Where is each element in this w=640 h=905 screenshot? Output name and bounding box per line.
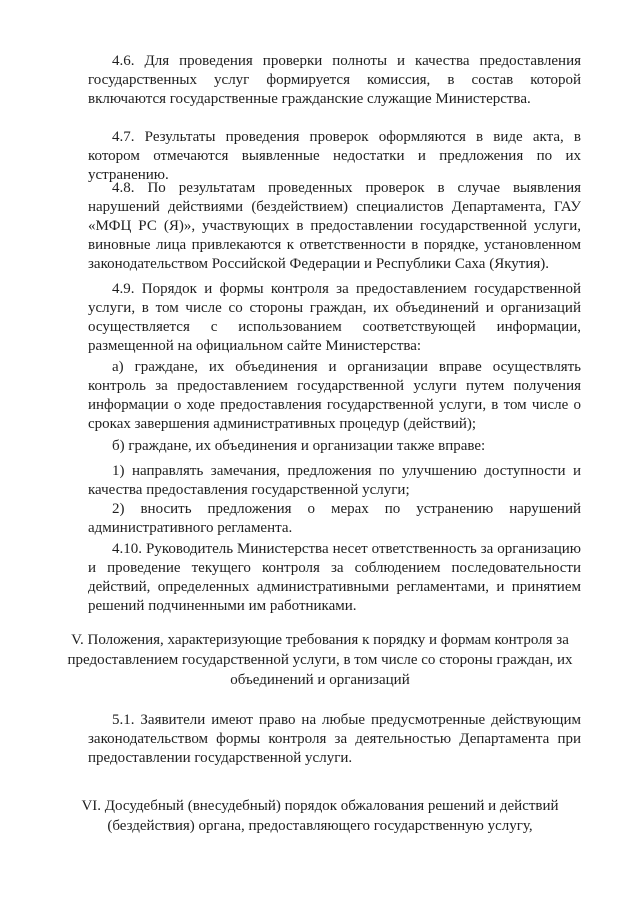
paragraph-4-9-b-1: 1) направлять замечания, предложения по улучшению доступности и качества предоставления государственной услуги; bbox=[88, 463, 581, 498]
section-5-heading: V. Положения, характеризующие требования к порядку и формам контроля за предоставлением государственной услуги, в том числе со стороны граждан, их объединений и организаций bbox=[67, 632, 573, 688]
paragraph-4-8: 4.8. По результатам проведенных проверок в случае выявления нарушений действиями (бездействием) специалистов Департамента, ГАУ «МФЦ РС (Я)», участвующих в предоставлении государственной услуги, виновные лица привлекаются к ответственности в порядке, установленном законодательством Российской Федерации и Республики Саха (Якутия). bbox=[88, 180, 581, 272]
paragraph-4-9-b: б) граждане, их объединения и организации также вправе: bbox=[112, 438, 486, 454]
paragraph-4-9: 4.9. Порядок и формы контроля за предоставлением государственной услуги, в том числе со стороны граждан, их объединений и организаций осуществляется с использованием соответствующей информации, размещенной на официальном сайте Министерства: bbox=[88, 281, 581, 354]
section-6-heading: VI. Досудебный (внесудебный) порядок обжалования решений и действий (бездействия) органа, предоставляющего государственную услугу, bbox=[81, 798, 559, 834]
paragraph-4-9-a: а) граждане, их объединения и организации вправе осуществлять контроль за предоставлением государственной услуги путем получения информации о ходе предоставления государственной услуги, в том числе о сроках завершения административных процедур (действий); bbox=[88, 359, 581, 432]
paragraph-5-1: 5.1. Заявители имеют право на любые предусмотренные действующим законодательством формы контроля за деятельностью Департамента при предоставлении государственной услуги. bbox=[88, 712, 581, 766]
paragraph-4-10: 4.10. Руководитель Министерства несет ответственность за организацию и проведение текущего контроля за соблюдением последовательности действий, определенных административными регламентами, и принятием решений подчиненными им работниками. bbox=[88, 541, 581, 614]
paragraph-4-6: 4.6. Для проведения проверки полноты и качества предоставления государственных услуг формируется комиссия, в состав которой включаются государственные гражданские служащие Министерства. bbox=[88, 53, 581, 107]
paragraph-4-9-b-2: 2) вносить предложения о мерах по устранению нарушений административного регламента. bbox=[88, 501, 581, 536]
paragraph-4-7: 4.7. Результаты проведения проверок оформляются в виде акта, в котором отмечаются выявленные недостатки и предложения по их устранению. bbox=[88, 129, 581, 183]
